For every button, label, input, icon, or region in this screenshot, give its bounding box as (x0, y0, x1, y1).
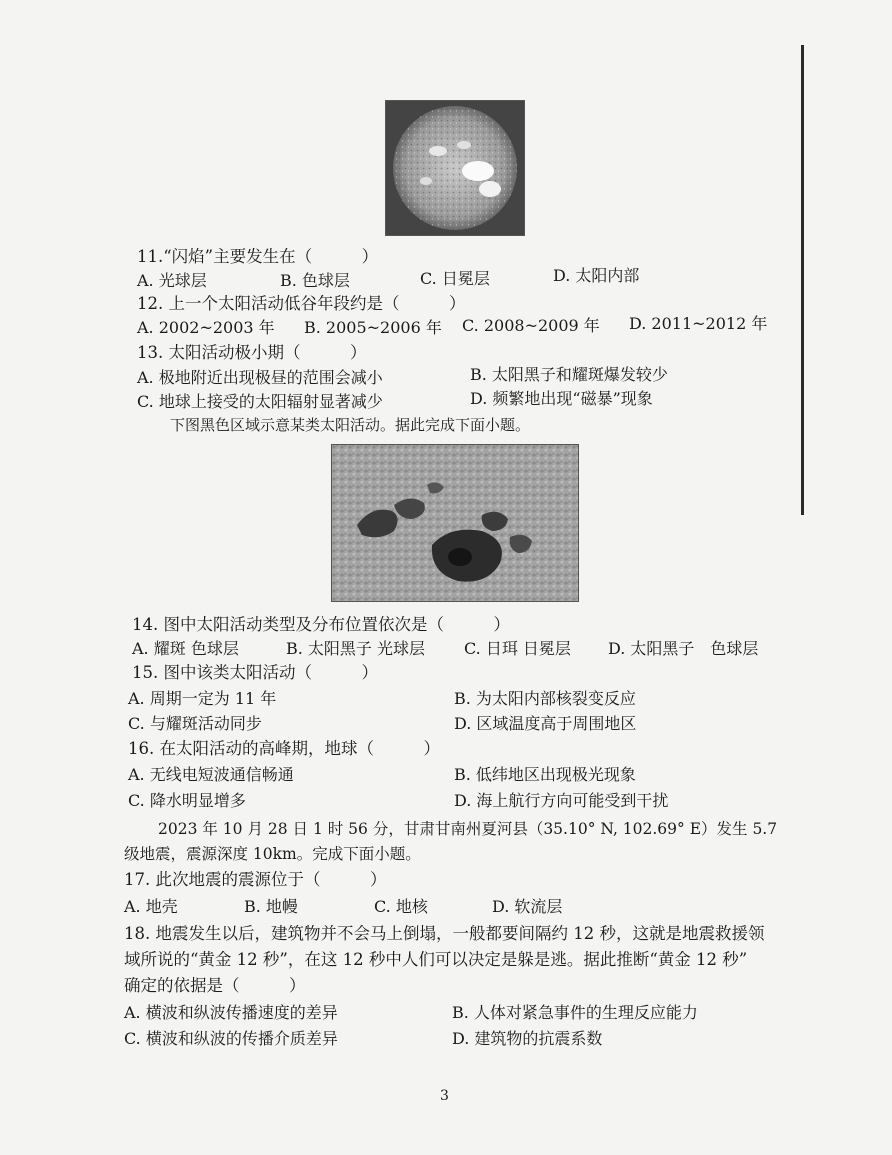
q18-option-c: C. 横波和纵波的传播介质差异 (124, 1029, 338, 1048)
q16-option-b: B. 低纬地区出现极光现象 (454, 765, 636, 784)
q17-option-d: D. 软流层 (492, 897, 563, 916)
q11-option-a: A. 光球层 (137, 271, 207, 290)
q15-stem: 15. 图中该类太阳活动（ ） (132, 663, 378, 682)
q13-stem: 13. 太阳活动极小期（ ） (137, 343, 367, 362)
intro-14-16: 下图黑色区域示意某类太阳活动。据此完成下面小题。 (170, 416, 531, 434)
q12-stem: 12. 上一个太阳活动低谷年段约是（ ） (137, 294, 466, 313)
q18-stem-line1: 18. 地震发生以后，建筑物并不会马上倒塌，一般都要间隔约 12 秒，这就是地震救援领 (124, 924, 765, 943)
q14-option-a: A. 耀斑 色球层 (132, 639, 239, 658)
q15-option-a: A. 周期一定为 11 年 (128, 689, 277, 708)
q18-stem-line3: 确定的依据是（ ） (124, 976, 306, 995)
q12-option-a: A. 2002~2003 年 (137, 318, 275, 337)
q14-option-c: C. 日珥 日冕层 (464, 639, 571, 658)
q12-option-c: C. 2008~2009 年 (462, 316, 600, 335)
intro-17-line2: 级地震，震源深度 10km。完成下面小题。 (124, 845, 421, 863)
q18-option-a: A. 横波和纵波传播速度的差异 (124, 1003, 338, 1022)
q12-option-b: B. 2005~2006 年 (304, 318, 442, 337)
q18-stem-line2: 域所说的“黄金 12 秒”，在这 12 秒中人们可以决定是躲是逃。据此推断“黄金 12 秒” (124, 950, 748, 969)
q13-option-d: D. 频繁地出现“磁暴”现象 (470, 389, 653, 408)
q11-option-b: B. 色球层 (280, 271, 350, 290)
page-edge-shadow (801, 45, 804, 515)
q18-option-b: B. 人体对紧急事件的生理反应能力 (452, 1003, 698, 1022)
q14-option-d: D. 太阳黑子 色球层 (608, 639, 759, 658)
q17-stem: 17. 此次地震的震源位于（ ） (124, 870, 387, 889)
q13-option-a: A. 极地附近出现极昼的范围会减小 (137, 368, 383, 387)
q15-option-c: C. 与耀斑活动同步 (128, 714, 262, 733)
q17-option-b: B. 地幔 (244, 897, 298, 916)
q12-option-d: D. 2011~2012 年 (629, 314, 768, 333)
q14-option-b: B. 太阳黑子 光球层 (286, 639, 426, 658)
intro-17-line1: 2023 年 10 月 28 日 1 时 56 分，甘肃甘南州夏河县（35.10° N, 102.69° E）发生 5.7 (158, 820, 778, 838)
q14-stem: 14. 图中太阳活动类型及分布位置依次是（ ） (132, 615, 510, 634)
page-number: 3 (440, 1088, 449, 1104)
q13-option-b: B. 太阳黑子和耀斑爆发较少 (470, 365, 668, 384)
q15-option-b: B. 为太阳内部核裂变反应 (454, 689, 636, 708)
q11-option-c: C. 日冕层 (420, 269, 490, 288)
q17-option-a: A. 地壳 (124, 897, 178, 916)
q16-option-c: C. 降水明显增多 (128, 791, 246, 810)
q17-option-c: C. 地核 (374, 897, 428, 916)
q16-stem: 16. 在太阳活动的高峰期，地球（ ） (128, 739, 440, 758)
q18-option-d: D. 建筑物的抗震系数 (452, 1029, 603, 1048)
q13-option-c: C. 地球上接受的太阳辐射显著减少 (137, 392, 383, 411)
q16-option-d: D. 海上航行方向可能受到干扰 (454, 791, 669, 810)
q15-option-d: D. 区域温度高于周围地区 (454, 714, 637, 733)
q11-option-d: D. 太阳内部 (553, 266, 640, 285)
q11-stem: 11.“闪焰”主要发生在（ ） (137, 247, 379, 266)
sunspot-photo (331, 444, 579, 602)
sun-flare-photo (385, 100, 525, 236)
q16-option-a: A. 无线电短波通信畅通 (128, 765, 294, 784)
